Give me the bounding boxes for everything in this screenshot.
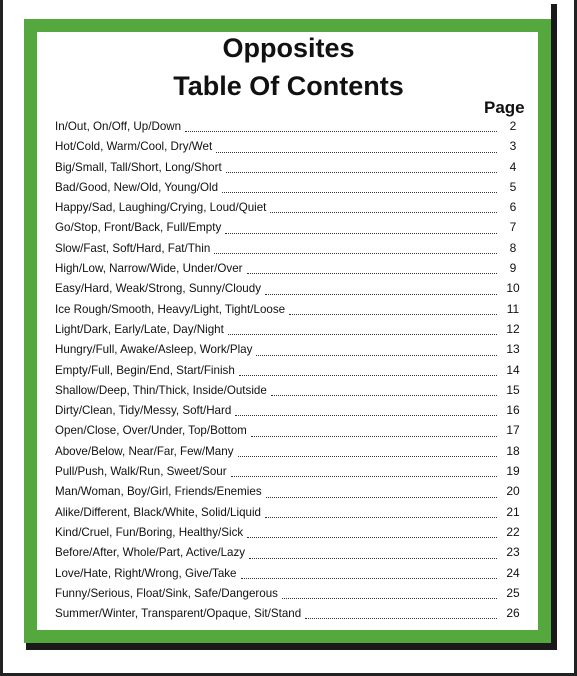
toc-entry-page-number: 3 [509, 139, 517, 154]
toc-entry [55, 302, 525, 322]
toc-entry-label: Big/Small, Tall/Short, Long/Short [55, 160, 222, 174]
toc-entry-page-number: 10 [506, 281, 520, 296]
toc-entry [55, 220, 525, 240]
dot-leader [239, 374, 497, 376]
toc-entry-label: Go/Stop, Front/Back, Full/Empty [55, 221, 222, 235]
page-column-header: Page [484, 98, 525, 117]
toc-entry [55, 606, 525, 626]
toc-entry [55, 261, 525, 281]
toc-entry-page-number: 18 [506, 443, 520, 458]
toc-entry-label: Man/Woman, Boy/Girl, Friends/Enemies [55, 485, 262, 499]
toc-entry [55, 200, 525, 220]
toc-entry-label: Funny/Serious, Float/Sink, Safe/Dangerous [55, 586, 278, 600]
toc-entry-page-number: 22 [506, 524, 520, 539]
toc-entry [55, 180, 525, 200]
title-opposites: Opposites [222, 33, 355, 63]
dot-leader [289, 313, 497, 315]
toc-entry-page-number: 13 [506, 342, 520, 357]
dot-leader [225, 232, 497, 234]
toc-entry [55, 403, 525, 423]
toc-entry-label: Kind/Cruel, Fun/Boring, Healthy/Sick [55, 525, 244, 539]
toc-entry-page-number: 19 [506, 464, 520, 479]
toc-entry [55, 444, 525, 464]
toc-entry-page-number: 5 [509, 179, 517, 194]
toc-entry [55, 545, 525, 565]
toc-entry-label: Hot/Cold, Warm/Cool, Dry/Wet [55, 140, 213, 154]
toc-entry-label: Above/Below, Near/Far, Few/Many [55, 444, 234, 458]
toc-entry [55, 160, 525, 180]
dot-leader [241, 577, 497, 579]
toc-entry [55, 383, 525, 403]
dot-leader [185, 130, 497, 132]
toc-entry-page-number: 25 [506, 585, 520, 600]
toc-entry-page-number: 15 [506, 382, 520, 397]
dot-leader [247, 536, 497, 538]
toc-entry-page-number: 17 [506, 423, 520, 438]
toc-entry-label: Love/Hate, Right/Wrong, Give/Take [55, 566, 237, 580]
dot-leader [238, 455, 498, 457]
toc-entry [55, 139, 525, 159]
toc-entry-page-number: 7 [509, 220, 517, 235]
toc-entry [55, 464, 525, 484]
dot-leader [305, 617, 497, 619]
toc-entry-page-number: 23 [506, 545, 520, 560]
toc-entry-label: Empty/Full, Begin/End, Start/Finish [55, 363, 235, 377]
dot-leader [216, 151, 497, 153]
toc-entry-page-number: 2 [509, 119, 517, 133]
dot-leader [231, 475, 497, 477]
toc-entry-label: In/Out, On/Off, Up/Down [55, 120, 182, 133]
toc-entry-label: Happy/Sad, Laughing/Crying, Loud/Quiet [55, 201, 267, 215]
toc-entry [55, 119, 525, 139]
dot-leader [214, 252, 497, 254]
toc-entry [55, 505, 525, 525]
toc-entry-page-number: 24 [506, 565, 520, 580]
dot-leader [235, 414, 497, 416]
toc-entry-page-number: 21 [506, 504, 520, 519]
toc-entry [55, 525, 525, 545]
toc-entry [55, 281, 525, 301]
toc-entry [55, 322, 525, 342]
toc-entry-label: High/Low, Narrow/Wide, Under/Over [55, 262, 243, 276]
dot-leader [266, 496, 497, 498]
toc-entry-page-number: 8 [509, 240, 517, 255]
toc-entry-label: Easy/Hard, Weak/Strong, Sunny/Cloudy [55, 282, 261, 296]
toc-entry-page-number: 14 [506, 362, 520, 377]
dot-leader [270, 211, 497, 213]
toc-entry-label: Shallow/Deep, Thin/Thick, Inside/Outside [55, 383, 267, 397]
dot-leader [228, 333, 497, 335]
toc-entry-label: Hungry/Full, Awake/Asleep, Work/Play [55, 343, 253, 357]
toc-entry-page-number: 16 [506, 403, 520, 418]
toc-entry-page-number: 20 [506, 484, 520, 499]
toc-entry-page-number: 12 [506, 321, 520, 336]
dot-leader [247, 272, 498, 274]
toc-entry-page-number: 6 [509, 200, 517, 215]
toc-entry-page-number: 26 [506, 606, 520, 621]
toc-entry [55, 342, 525, 362]
table-of-contents-list [55, 119, 525, 626]
dot-leader [271, 394, 497, 396]
title-table-of-contents: Table Of Contents [173, 71, 404, 101]
toc-entry [55, 484, 525, 504]
toc-entry-label: Pull/Push, Walk/Run, Sweet/Sour [55, 465, 227, 479]
toc-entry [55, 363, 525, 383]
dot-leader [256, 354, 497, 356]
dot-leader [265, 516, 497, 518]
toc-entry-label: Open/Close, Over/Under, Top/Bottom [55, 424, 247, 438]
dot-leader [249, 557, 497, 559]
dot-leader [251, 435, 497, 437]
toc-entry-page-number: 4 [509, 159, 517, 174]
toc-entry-label: Summer/Winter, Transparent/Opaque, Sit/Stand [55, 607, 302, 621]
dot-leader [222, 191, 497, 193]
toc-entry [55, 423, 525, 443]
toc-entry-page-number: 11 [506, 301, 520, 316]
toc-entry [55, 241, 525, 261]
dot-leader [226, 171, 497, 173]
toc-entry-label: Bad/Good, New/Old, Young/Old [55, 180, 219, 194]
dot-leader [282, 597, 497, 599]
toc-entry [55, 566, 525, 586]
toc-entry-label: Slow/Fast, Soft/Hard, Fat/Thin [55, 241, 211, 255]
frame-shadow-bottom [26, 643, 557, 650]
toc-entry-page-number: 9 [509, 261, 517, 276]
toc-entry [55, 586, 525, 606]
toc-entry-label: Dirty/Clean, Tidy/Messy, Soft/Hard [55, 404, 232, 418]
dot-leader [265, 293, 497, 295]
toc-entry-label: Before/After, Whole/Part, Active/Lazy [55, 546, 246, 560]
toc-entry-label: Light/Dark, Early/Late, Day/Night [55, 322, 224, 336]
toc-entry-label: Ice Rough/Smooth, Heavy/Light, Tight/Loose [55, 302, 286, 316]
toc-entry-label: Alike/Different, Black/White, Solid/Liquid [55, 505, 261, 519]
